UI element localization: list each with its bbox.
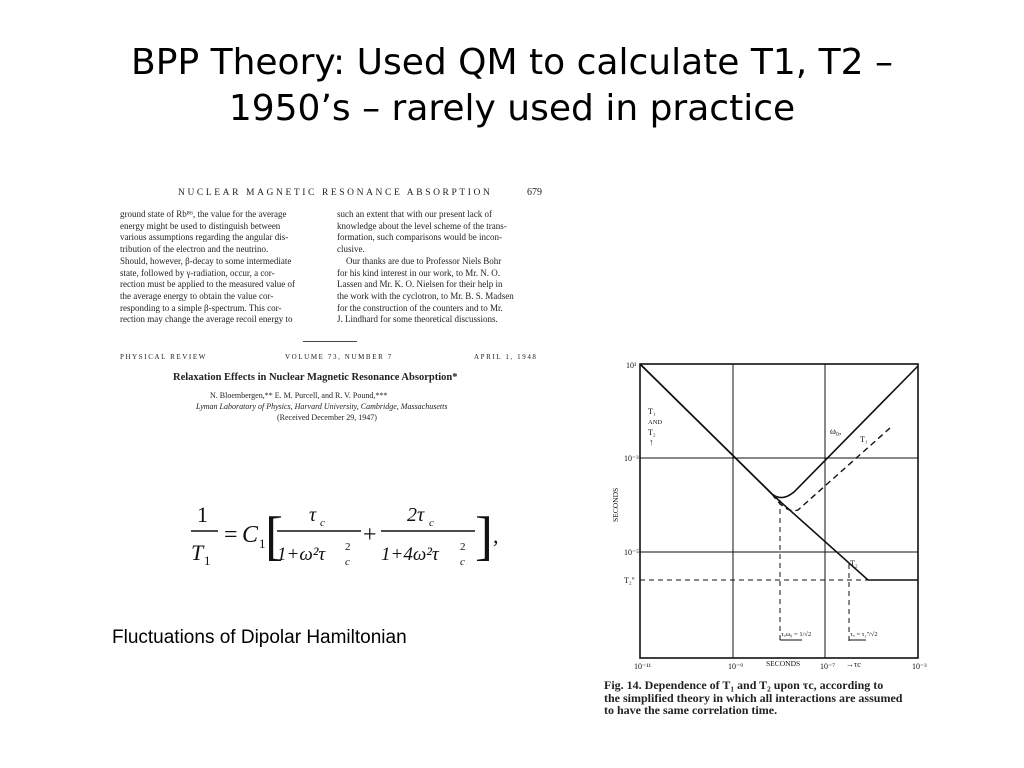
text-line: the average energy to obtain the value cor- xyxy=(120,290,274,301)
text-line: formation, such comparisons would be incon- xyxy=(337,232,502,243)
formula-term2-numerator-subscript: c xyxy=(429,517,434,529)
formula-term1-denominator-subscript: c xyxy=(345,556,350,568)
y-axis-label: SECONDS xyxy=(611,487,620,522)
t2-curve xyxy=(640,364,918,580)
figure-caption-line: Fig. 14. Dependence of T₁ and T₂ upon τc, according to xyxy=(604,678,884,692)
text-line: for the construction of the counters and to Mr. xyxy=(337,302,503,313)
text-line: tribution of the electron and the neutrino. xyxy=(120,244,269,255)
journal-date: APRIL 1, 1948 xyxy=(474,353,538,361)
article-authors: N. Bloembergen,** E. M. Purcell, and R. V. Pound,*** xyxy=(210,391,388,400)
journal-volume: VOLUME 73, NUMBER 7 xyxy=(285,353,393,361)
annotation-tau-t2: τ꜀ = τ₂''/√2 xyxy=(850,631,878,638)
t1-dashed-curve xyxy=(772,428,890,511)
text-line: responding to a simple β-spectrum. This cor- xyxy=(120,302,282,313)
text-line: Our thanks are due to Professor Niels Bohr xyxy=(346,255,502,266)
formula-lhs-numerator: 1 xyxy=(197,502,208,527)
omega-curve-label: ω₀, xyxy=(830,426,842,436)
formula-coefficient-subscript: 1 xyxy=(259,536,266,551)
text-line: ground state of Rb⁸⁶, the value for the average xyxy=(120,209,287,219)
figure-caption xyxy=(604,679,902,717)
text-line: rection must be applied to the measured value of xyxy=(120,279,295,290)
x-tick-left: 10⁻¹¹ xyxy=(634,662,652,671)
formula-term2-denominator-subscript: c xyxy=(460,556,465,568)
text-line: clusive. xyxy=(337,244,365,255)
t1-curve-label: T₁ xyxy=(860,435,868,444)
tau-c-arrow-label: →τc xyxy=(846,660,861,669)
text-line: Lassen and Mr. K. O. Nielsen for their help in xyxy=(337,279,503,290)
text-line: knowledge about the level scheme of the trans- xyxy=(337,220,507,231)
section-divider xyxy=(303,341,357,342)
article-title: Relaxation Effects in Nuclear Magnetic Resonance Absorption* xyxy=(173,372,458,383)
text-line: state, followed by γ-radiation, occur, a cor- xyxy=(120,267,275,278)
slide-caption: Fluctuations of Dipolar Hamiltonian xyxy=(112,627,407,648)
y-tick-t2: T₂'' xyxy=(624,576,635,585)
bpp-t1-formula xyxy=(185,498,515,578)
formula-plus: + xyxy=(363,522,377,548)
legend-t2: T₂ xyxy=(648,428,656,437)
legend-and: AND xyxy=(648,419,663,426)
left-column-text xyxy=(120,209,295,326)
article-received-date: (Received December 29, 1947) xyxy=(277,413,377,422)
text-line: J. Lindhard for some theoretical discussions. xyxy=(337,314,498,325)
formula-term1-denominator-superscript: 2 xyxy=(345,541,351,553)
y-tick-top: 10¹ xyxy=(626,361,637,370)
y-tick-low: 10⁻⁵ xyxy=(624,548,640,557)
text-line: for his kind interest in our work, to Mr. N. O. xyxy=(337,267,500,278)
formula-right-bracket: ] xyxy=(475,506,493,566)
formula-term2-denominator-superscript: 2 xyxy=(460,541,466,553)
formula-comma: , xyxy=(493,523,499,548)
x-axis-label: SECONDS xyxy=(766,659,801,668)
formula-lhs-subscript: 1 xyxy=(204,553,211,568)
t2-curve-label: T₂ xyxy=(850,559,858,568)
x-tick-far-right: 10⁻³ xyxy=(912,662,927,671)
slide-title-line-1: BPP Theory: Used QM to calculate T1, T2 – xyxy=(131,42,893,83)
x-tick-mid: 10⁻⁹ xyxy=(728,662,744,671)
t1-curve xyxy=(640,364,918,498)
formula-term1-denominator: 1+ω²τ xyxy=(277,544,326,565)
formula-term1-numerator-subscript: c xyxy=(320,517,325,529)
running-head: NUCLEAR MAGNETIC RESONANCE ABSORPTION xyxy=(178,188,493,198)
slide-title-line-2: 1950’s – rarely used in practice xyxy=(228,88,796,129)
figure-caption-line: the simplified theory in which all interactions are assumed xyxy=(604,690,903,705)
formula-coefficient: C xyxy=(242,522,259,548)
formula-term1-numerator: τ xyxy=(309,504,317,526)
formula-term2-numerator: 2τ xyxy=(407,504,425,526)
slide-title xyxy=(60,40,964,132)
x-tick-right: 10⁻⁷ xyxy=(820,662,836,671)
text-line: energy might be used to distinguish between xyxy=(120,220,281,231)
text-line: rection may change the average recoil energy to xyxy=(120,314,293,325)
text-line: various assumptions regarding the angular dis- xyxy=(120,232,289,243)
annotation-tau-omega: τ꜀ω₀ = 1/√2 xyxy=(781,631,812,638)
formula-equals: = xyxy=(224,522,238,548)
text-line: Should, however, β-decay to some intermediate xyxy=(120,255,292,266)
t1-t2-dependence-graph xyxy=(598,352,948,682)
formula-left-bracket: [ xyxy=(265,506,283,566)
journal-name: PHYSICAL REVIEW xyxy=(120,353,207,361)
article-affiliation: Lyman Laboratory of Physics, Harvard University, Cambridge, Massachusetts xyxy=(196,402,448,411)
text-line: such an extent that with our present lack of xyxy=(337,209,492,219)
formula-lhs-denominator: T xyxy=(191,540,204,565)
figure-caption-line: to have the same correlation time. xyxy=(604,703,778,717)
legend-t1: T₁ xyxy=(648,407,656,416)
formula-term2-denominator: 1+4ω²τ xyxy=(381,544,439,565)
text-line: the work with the cyclotron, to Mr. B. S. Madsen xyxy=(337,290,514,301)
y-tick-mid: 10⁻³ xyxy=(624,454,639,463)
legend-arrow: ↑ xyxy=(649,437,654,447)
page-number: 679 xyxy=(527,187,542,198)
right-column-text xyxy=(337,209,514,326)
